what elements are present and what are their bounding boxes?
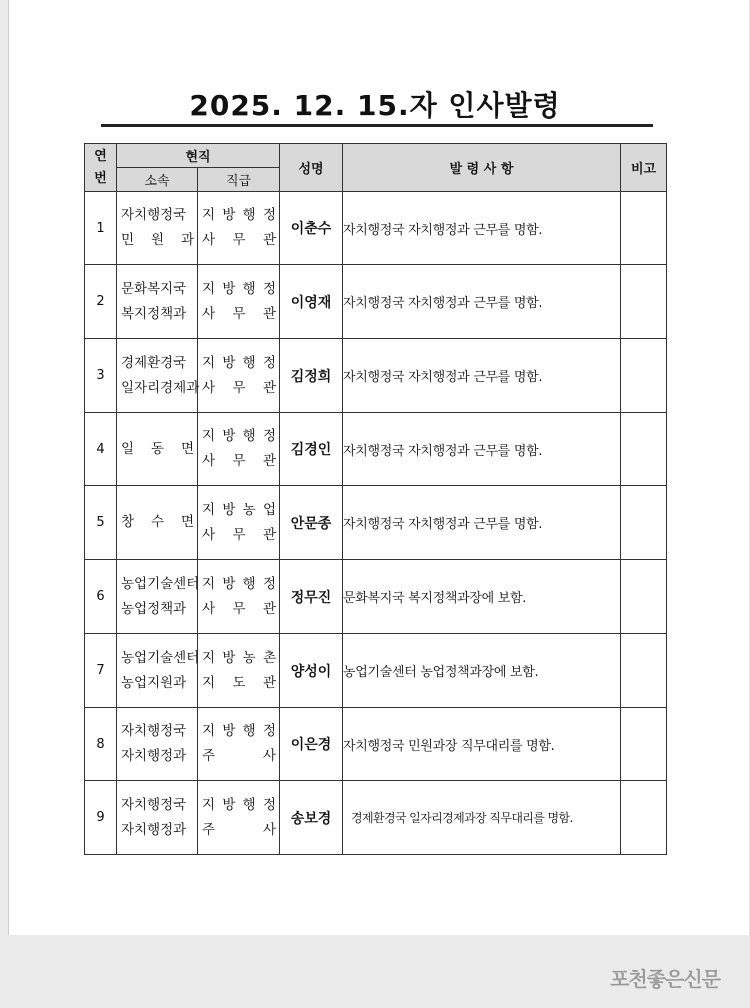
cell-text-fragment: 관 [262, 600, 276, 617]
publisher-watermark: 포천좋은신문 [610, 967, 720, 991]
cell-text-fragment: 관 [262, 453, 276, 469]
cell-text-fragment: 방 [222, 354, 236, 371]
cell-text-fragment: 방 [222, 428, 236, 444]
cell-text-fragment: 지 [202, 649, 216, 666]
cell-text-fragment: 관 [262, 305, 276, 322]
cell-text-fragment: 관 [262, 232, 276, 248]
cell-text-fragment: 사 [262, 821, 276, 838]
person-name: 양성이 [280, 634, 343, 708]
rank-cell [198, 413, 280, 486]
cell-text-fragment: 무 [232, 379, 246, 396]
table-row [85, 634, 667, 708]
header-current-position: 현직 [117, 144, 280, 168]
rank-line-1 [202, 203, 276, 228]
rank-line-2 [202, 818, 276, 843]
cell-text-fragment: 지 [202, 354, 216, 371]
person-name: 정무진 [280, 560, 343, 634]
person-name: 김경인 [280, 413, 343, 486]
table-row [85, 265, 667, 339]
cell-text-fragment: 민 [121, 232, 135, 248]
personnel-table [84, 143, 667, 855]
cell-text-fragment: 사 [202, 232, 216, 248]
cell-text-fragment: 정 [262, 207, 276, 223]
table-row [85, 560, 667, 634]
rank-cell [198, 634, 280, 708]
cell-text-fragment: 정 [262, 428, 276, 444]
note-cell [621, 634, 667, 708]
table-row [85, 339, 667, 413]
cell-text-fragment: 일 [121, 440, 135, 457]
cell-text-fragment: 면 [180, 514, 194, 530]
department-line-1 [121, 510, 194, 535]
cell-text-fragment: 사 [202, 600, 216, 617]
rank-line-1 [202, 646, 276, 671]
rank-cell [198, 265, 280, 339]
cell-text-fragment: 주 [202, 821, 216, 838]
cell-text-fragment: 업 [262, 501, 276, 518]
row-number: 6 [85, 560, 117, 634]
header-rank: 직급 [198, 168, 280, 192]
rank-line-1 [202, 498, 276, 523]
header-note: 비고 [621, 144, 667, 192]
cell-text-fragment: 행 [242, 280, 256, 297]
row-number: 2 [85, 265, 117, 339]
row-number: 9 [85, 781, 117, 855]
department-cell [117, 781, 198, 855]
department-line-2: 자치행정과 [121, 748, 187, 764]
cell-text-fragment: 행 [242, 723, 256, 739]
cell-text-fragment: 방 [222, 501, 236, 518]
department-line-1: 문화복지국 [121, 280, 187, 297]
cell-text-fragment: 지 [202, 575, 216, 592]
note-cell [621, 265, 667, 339]
cell-text-fragment: 도 [232, 674, 246, 691]
rank-line-2 [202, 302, 276, 327]
cell-text-fragment: 방 [222, 207, 236, 223]
document-title: 2025. 12. 15.자 인사발령 [189, 89, 561, 122]
person-name: 안문종 [280, 486, 343, 560]
cell-text-fragment: 정 [262, 723, 276, 739]
department-cell [117, 339, 198, 413]
note-cell [621, 486, 667, 560]
appointment-order: 자치행정국 민원과장 직무대리를 명함. [343, 708, 621, 781]
rank-cell [198, 339, 280, 413]
department-cell [117, 265, 198, 339]
department-cell [117, 192, 198, 265]
department-line-1: 자치행정국 [121, 723, 187, 739]
appointment-order: 자치행정국 자치행정과 근무를 명함. [343, 192, 621, 265]
appointment-order: 경제환경국 일자리경제과장 직무대리를 명함. [343, 781, 621, 855]
cell-text-fragment: 행 [242, 207, 256, 223]
note-cell [621, 192, 667, 265]
cell-text-fragment: 방 [222, 723, 236, 739]
cell-text-fragment: 방 [222, 280, 236, 297]
rank-line-1 [202, 572, 276, 597]
appointment-order: 자치행정국 자치행정과 근무를 명함. [343, 413, 621, 486]
department-line-2: 농업정책과 [121, 600, 187, 617]
cell-text-fragment: 관 [262, 379, 276, 396]
cell-text-fragment: 사 [262, 748, 276, 764]
department-cell [117, 708, 198, 781]
appointment-order: 자치행정국 자치행정과 근무를 명함. [343, 486, 621, 560]
cell-text-fragment: 지 [202, 796, 216, 813]
note-cell [621, 708, 667, 781]
department-line-2: 농업지원과 [121, 674, 187, 691]
appointment-order: 자치행정국 자치행정과 근무를 명함. [343, 265, 621, 339]
table-row [85, 192, 667, 265]
department-line-1: 농업기술센터 [121, 649, 200, 666]
note-cell [621, 560, 667, 634]
cell-text-fragment: 촌 [262, 649, 276, 666]
cell-text-fragment: 지 [202, 674, 216, 691]
cell-text-fragment: 창 [121, 514, 135, 530]
rank-line-1 [202, 424, 276, 449]
cell-text-fragment: 무 [232, 453, 246, 469]
rank-line-1 [202, 277, 276, 302]
cell-text-fragment: 지 [202, 501, 216, 518]
person-name: 이영재 [280, 265, 343, 339]
row-number: 7 [85, 634, 117, 708]
table-row [85, 708, 667, 781]
cell-text-fragment: 무 [232, 232, 246, 248]
rank-line-1 [202, 719, 276, 744]
department-line-2: 복지정책과 [121, 305, 187, 322]
department-line-2 [121, 228, 194, 253]
department-line-2: 자치행정과 [121, 821, 187, 838]
cell-text-fragment: 방 [222, 796, 236, 813]
cell-text-fragment: 수 [150, 514, 165, 530]
cell-text-fragment: 행 [242, 428, 256, 444]
note-cell [621, 781, 667, 855]
cell-text-fragment: 동 [150, 440, 165, 457]
rank-line-2 [202, 376, 276, 401]
row-number: 4 [85, 413, 117, 486]
department-line-1: 농업기술센터 [121, 575, 200, 592]
rank-cell [198, 781, 280, 855]
header-number: 연 번 [85, 144, 117, 192]
row-number: 1 [85, 192, 117, 265]
title-underline [101, 124, 653, 127]
cell-text-fragment: 정 [262, 354, 276, 371]
cell-text-fragment: 무 [232, 600, 246, 617]
row-number: 3 [85, 339, 117, 413]
header-name: 성명 [280, 144, 343, 192]
rank-line-2 [202, 597, 276, 622]
person-name: 이은경 [280, 708, 343, 781]
cell-text-fragment: 방 [222, 649, 236, 666]
person-name: 김정희 [280, 339, 343, 413]
header-order: 발 령 사 항 [343, 144, 621, 192]
note-cell [621, 339, 667, 413]
cell-text-fragment: 농 [242, 501, 256, 518]
department-line-1 [121, 437, 194, 462]
cell-text-fragment: 정 [262, 280, 276, 297]
cell-text-fragment: 행 [242, 575, 256, 592]
rank-cell [198, 560, 280, 634]
department-line-1: 자치행정국 [121, 796, 187, 813]
rank-line-1 [202, 793, 276, 818]
rank-line-2 [202, 228, 276, 253]
cell-text-fragment: 사 [202, 305, 216, 322]
rank-line-1 [202, 351, 276, 376]
cell-text-fragment: 농 [242, 649, 256, 666]
table-row [85, 781, 667, 855]
cell-text-fragment: 지 [202, 723, 216, 739]
rank-line-2 [202, 523, 276, 548]
department-line-2: 일자리경제과 [121, 379, 200, 396]
cell-text-fragment: 원 [150, 232, 165, 248]
cell-text-fragment: 지 [202, 428, 216, 444]
rank-cell [198, 486, 280, 560]
department-cell [117, 413, 198, 486]
appointment-order: 문화복지국 복지정책과장에 보함. [343, 560, 621, 634]
cell-text-fragment: 주 [202, 748, 216, 764]
note-cell [621, 413, 667, 486]
cell-text-fragment: 행 [242, 796, 256, 813]
cell-text-fragment: 관 [262, 526, 276, 543]
cell-text-fragment: 면 [180, 440, 194, 457]
cell-text-fragment: 무 [232, 305, 246, 322]
cell-text-fragment: 정 [262, 796, 276, 813]
department-line-1: 자치행정국 [121, 207, 187, 223]
cell-text-fragment: 무 [232, 526, 246, 543]
cell-text-fragment: 과 [180, 232, 194, 248]
person-name: 이춘수 [280, 192, 343, 265]
row-number: 8 [85, 708, 117, 781]
cell-text-fragment: 사 [202, 526, 216, 543]
rank-cell [198, 708, 280, 781]
appointment-order: 자치행정국 자치행정과 근무를 명함. [343, 339, 621, 413]
rank-line-2 [202, 671, 276, 696]
table-row [85, 413, 667, 486]
cell-text-fragment: 관 [262, 674, 276, 691]
person-name: 송보경 [280, 781, 343, 855]
cell-text-fragment: 지 [202, 207, 216, 223]
department-cell [117, 560, 198, 634]
header-department: 소속 [117, 168, 198, 192]
rank-cell [198, 192, 280, 265]
cell-text-fragment: 방 [222, 575, 236, 592]
cell-text-fragment: 사 [202, 453, 216, 469]
cell-text-fragment: 행 [242, 354, 256, 371]
appointment-order: 농업기술센터 농업정책과장에 보함. [343, 634, 621, 708]
row-number: 5 [85, 486, 117, 560]
department-line-1: 경제환경국 [121, 354, 187, 371]
rank-line-2 [202, 744, 276, 769]
table-row [85, 486, 667, 560]
department-cell [117, 634, 198, 708]
cell-text-fragment: 사 [202, 379, 216, 396]
cell-text-fragment: 정 [262, 575, 276, 592]
rank-line-2 [202, 449, 276, 474]
department-cell [117, 486, 198, 560]
cell-text-fragment: 지 [202, 280, 216, 297]
